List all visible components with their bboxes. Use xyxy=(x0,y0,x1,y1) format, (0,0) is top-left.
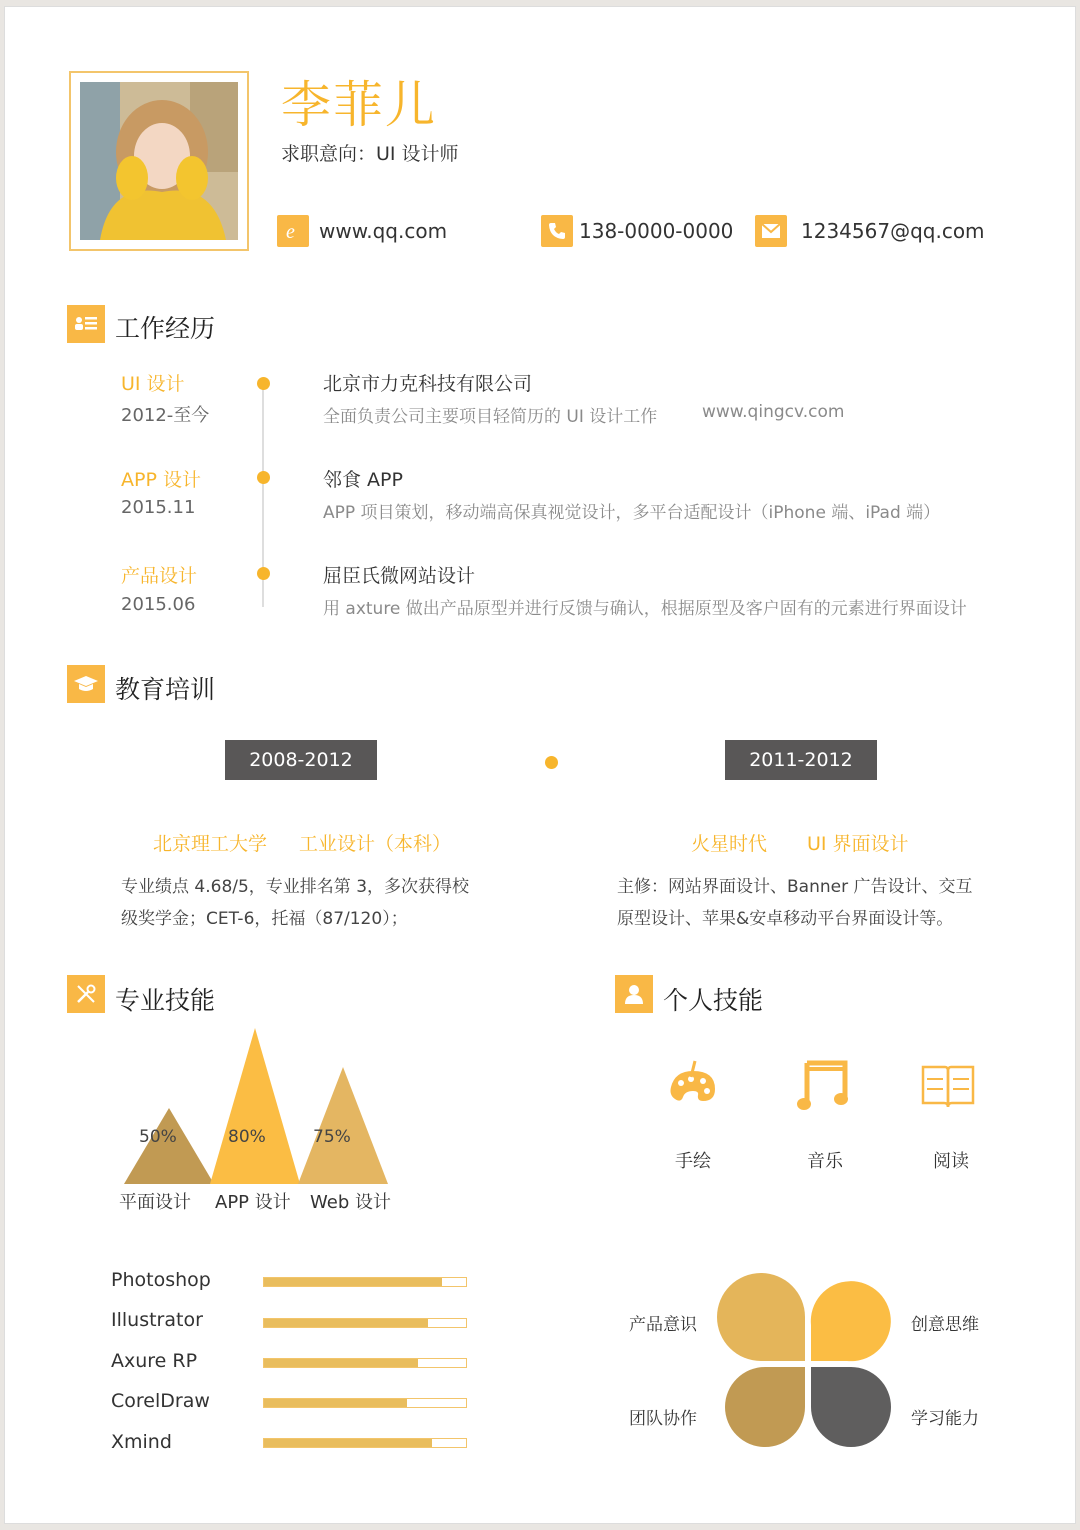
work-org: 邻食 APP xyxy=(323,469,403,491)
software-label: Axure RP xyxy=(111,1350,198,1372)
software-bar xyxy=(263,1318,467,1328)
petal-label: 团队协作 xyxy=(629,1409,697,1429)
person-icon xyxy=(615,975,653,1013)
svg-text:e: e xyxy=(286,221,295,242)
candidate-name: 李菲儿 xyxy=(281,76,437,134)
edu-school: 北京理工大学 xyxy=(153,833,268,855)
phone-text: 138-0000-0000 xyxy=(579,219,734,243)
petal-label: 产品意识 xyxy=(629,1315,697,1335)
music-note-icon xyxy=(795,1057,851,1113)
software-label: Xmind xyxy=(111,1431,172,1453)
mail-icon xyxy=(755,215,787,247)
software-bar-fill xyxy=(264,1439,432,1447)
edu-desc-line: 主修：网站界面设计、Banner 广告设计、交互 xyxy=(617,877,973,897)
work-org: 北京市力克科技有限公司 xyxy=(323,373,533,395)
website-text[interactable]: www.qq.com xyxy=(319,219,448,243)
edu-years-badge: 2008-2012 xyxy=(225,740,377,780)
petal-creative-thinking xyxy=(811,1281,891,1361)
pro-skills-section-title: 专业技能 xyxy=(115,986,216,1015)
profile-photo xyxy=(80,82,238,240)
resume-page xyxy=(4,6,1076,1524)
work-org: 屈臣氏微网站设计 xyxy=(323,565,476,587)
hobby-label: 音乐 xyxy=(807,1151,843,1172)
triangle-label: Web 设计 xyxy=(310,1192,391,1213)
soft-skills-clover xyxy=(705,1263,905,1463)
petal-teamwork xyxy=(725,1367,805,1447)
work-date: 2015.06 xyxy=(121,594,196,615)
personal-skills-section-title: 个人技能 xyxy=(663,986,764,1015)
work-desc: APP 项目策划，移动端高保真视觉设计，多平台适配设计（iPhone 端、iPad 端） xyxy=(323,503,941,523)
software-bar xyxy=(263,1358,467,1368)
edu-desc-line: 原型设计、苹果&安卓移动平台界面设计等。 xyxy=(617,909,954,929)
triangle-percent: 75% xyxy=(313,1127,351,1147)
job-intent: 求职意向：UI 设计师 xyxy=(281,143,459,165)
work-date: 2015.11 xyxy=(121,497,196,518)
edu-years-badge: 2011-2012 xyxy=(725,740,877,780)
work-date: 2012-至今 xyxy=(121,405,210,426)
software-bar xyxy=(263,1398,467,1408)
skill-triangle xyxy=(298,1067,388,1184)
petal-product-awareness xyxy=(717,1273,805,1361)
timeline-dot xyxy=(257,377,270,390)
triangle-label: APP 设计 xyxy=(215,1192,291,1213)
skill-triangle xyxy=(210,1028,300,1184)
petal-learning xyxy=(811,1367,891,1447)
edu-major: UI 界面设计 xyxy=(807,833,909,855)
work-desc: 用 axture 做出产品原型并进行反馈与确认，根据原型及客户固有的元素进行界面设计 xyxy=(323,599,967,619)
edu-desc-line: 专业绩点 4.68/5，专业排名第 3，多次获得校 xyxy=(121,877,470,897)
email-text[interactable]: 1234567@qq.com xyxy=(801,219,985,243)
timeline-dot xyxy=(257,567,270,580)
id-card-icon xyxy=(67,305,105,343)
software-bar xyxy=(263,1438,467,1448)
edu-school: 火星时代 xyxy=(691,833,768,855)
graduation-cap-icon xyxy=(67,665,105,703)
work-role: 产品设计 xyxy=(121,565,198,587)
phone-icon xyxy=(541,215,573,247)
software-bar xyxy=(263,1277,467,1287)
hobby-label: 阅读 xyxy=(933,1151,969,1172)
software-bar-fill xyxy=(264,1399,407,1407)
tools-icon xyxy=(67,975,105,1013)
work-desc: 全面负责公司主要项目轻简历的 UI 设计工作 xyxy=(323,407,658,427)
triangle-label: 平面设计 xyxy=(119,1192,191,1213)
work-link[interactable]: www.qingcv.com xyxy=(702,402,845,422)
work-role: APP 设计 xyxy=(121,469,201,491)
software-label: CorelDraw xyxy=(111,1390,210,1412)
triangle-percent: 80% xyxy=(228,1127,266,1147)
software-label: Illustrator xyxy=(111,1309,203,1331)
software-bar-fill xyxy=(264,1278,442,1286)
petal-label: 学习能力 xyxy=(911,1409,979,1429)
work-section-title: 工作经历 xyxy=(115,314,216,343)
edu-major: 工业设计（本科） xyxy=(299,833,452,855)
edu-desc-line: 级奖学金；CET-6，托福（87/120）； xyxy=(121,909,408,929)
triangle-percent: 50% xyxy=(139,1127,177,1147)
software-bar-fill xyxy=(264,1359,418,1367)
software-bar-fill xyxy=(264,1319,428,1327)
petal-label: 创意思维 xyxy=(911,1315,979,1335)
hobby-label: 手绘 xyxy=(675,1151,711,1172)
ie-icon xyxy=(277,215,309,247)
timeline-dot xyxy=(545,756,558,769)
education-section-title: 教育培训 xyxy=(115,675,216,704)
skill-triangles-chart xyxy=(105,1027,405,1187)
palette-icon xyxy=(665,1057,721,1113)
timeline-dot xyxy=(257,471,270,484)
book-icon xyxy=(919,1057,977,1113)
work-role: UI 设计 xyxy=(121,373,185,395)
software-label: Photoshop xyxy=(111,1269,211,1291)
profile-photo-frame xyxy=(69,71,249,251)
